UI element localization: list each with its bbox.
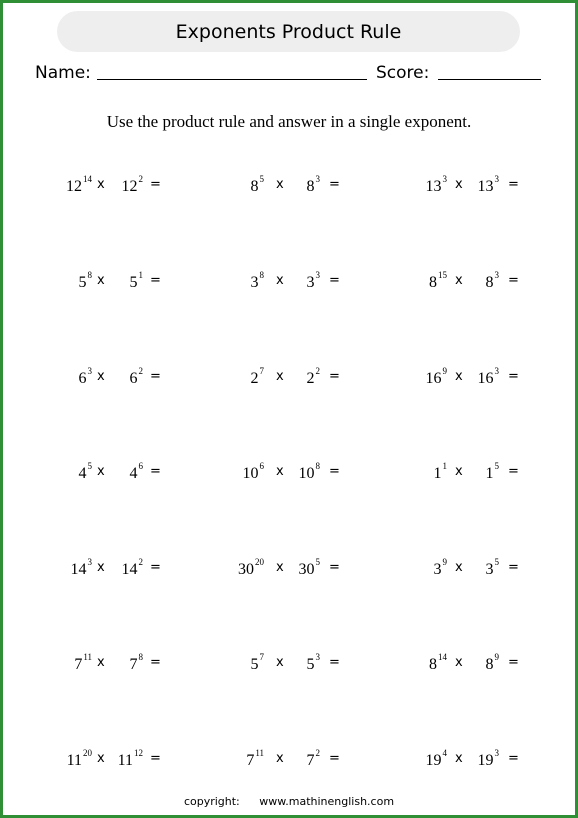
first-term bbox=[434, 461, 448, 483]
equals-sign: = bbox=[150, 655, 161, 670]
exponent: 3 bbox=[87, 557, 92, 567]
base: 19 bbox=[477, 752, 494, 769]
problem-item bbox=[0, 461, 578, 485]
exponent: 2 bbox=[138, 174, 143, 184]
equals-sign: = bbox=[508, 273, 519, 288]
base: 13 bbox=[425, 178, 442, 195]
exponent: 1 bbox=[138, 270, 143, 280]
base: 2 bbox=[250, 370, 259, 387]
equals-sign: = bbox=[508, 751, 519, 766]
base: 7 bbox=[306, 752, 315, 769]
multiply-sign: x bbox=[97, 177, 105, 192]
multiply-sign: x bbox=[97, 655, 105, 670]
base: 7 bbox=[74, 656, 83, 673]
exponent: 5 bbox=[494, 557, 499, 567]
second-term bbox=[478, 748, 500, 770]
exponent: 5 bbox=[315, 557, 320, 567]
base: 10 bbox=[242, 465, 259, 482]
exponent: 3 bbox=[494, 366, 499, 376]
exponent: 3 bbox=[494, 748, 499, 758]
problem-item bbox=[0, 270, 578, 294]
base: 8 bbox=[429, 274, 437, 291]
exponent: 7 bbox=[259, 366, 264, 376]
base: 10 bbox=[298, 465, 315, 482]
base: 6 bbox=[129, 370, 138, 387]
title-text: Exponents Product Rule bbox=[175, 20, 402, 43]
multiply-sign: x bbox=[97, 273, 105, 288]
exponent: 6 bbox=[259, 461, 264, 471]
instructions: Use the product rule and answer in a single exponent. bbox=[106, 112, 472, 131]
equals-sign: = bbox=[150, 177, 161, 192]
exponent: 9 bbox=[442, 557, 447, 567]
problem-item bbox=[0, 174, 578, 198]
multiply-sign: x bbox=[455, 273, 463, 288]
second-term bbox=[486, 461, 500, 483]
base: 30 bbox=[238, 561, 254, 578]
exponent: 3 bbox=[87, 366, 92, 376]
second-term bbox=[486, 652, 500, 674]
base: 1 bbox=[433, 465, 442, 482]
exponent: 20 bbox=[255, 557, 264, 567]
exponent: 2 bbox=[315, 748, 320, 758]
multiply-sign: x bbox=[276, 560, 284, 575]
equals-sign: = bbox=[150, 751, 161, 766]
exponent: 3 bbox=[442, 174, 447, 184]
multiply-sign: x bbox=[276, 273, 284, 288]
second-term bbox=[478, 366, 500, 388]
multiply-sign: x bbox=[455, 464, 463, 479]
base: 16 bbox=[477, 370, 494, 387]
exponent: 5 bbox=[494, 461, 499, 471]
multiply-sign: x bbox=[455, 369, 463, 384]
exponent: 3 bbox=[494, 174, 499, 184]
exponent: 9 bbox=[494, 652, 499, 662]
exponent: 5 bbox=[87, 461, 92, 471]
equals-sign: = bbox=[329, 369, 340, 384]
footer bbox=[0, 795, 578, 808]
multiply-sign: x bbox=[455, 751, 463, 766]
exponent: 20 bbox=[83, 748, 92, 758]
multiply-sign: x bbox=[97, 751, 105, 766]
equals-sign: = bbox=[150, 464, 161, 479]
base: 12 bbox=[121, 178, 138, 195]
base: 11 bbox=[117, 752, 133, 769]
base: 13 bbox=[477, 178, 494, 195]
base: 5 bbox=[78, 274, 87, 291]
base: 3 bbox=[306, 274, 315, 291]
base: 4 bbox=[78, 465, 87, 482]
problem-item bbox=[0, 557, 578, 581]
base: 11 bbox=[66, 752, 82, 769]
exponent: 14 bbox=[438, 652, 447, 662]
exponent: 8 bbox=[87, 270, 92, 280]
second-term bbox=[478, 174, 500, 196]
exponent: 12 bbox=[134, 748, 143, 758]
website-link[interactable]: www.mathinenglish.com bbox=[259, 795, 395, 808]
multiply-sign: x bbox=[455, 560, 463, 575]
exponent: 3 bbox=[494, 270, 499, 280]
base: 5 bbox=[250, 656, 259, 673]
equals-sign: = bbox=[508, 177, 519, 192]
exponent: 2 bbox=[315, 366, 320, 376]
exponent: 14 bbox=[83, 174, 92, 184]
exponent: 4 bbox=[442, 748, 447, 758]
exponent: 5 bbox=[259, 174, 264, 184]
multiply-sign: x bbox=[97, 560, 105, 575]
equals-sign: = bbox=[150, 369, 161, 384]
multiply-sign: x bbox=[455, 177, 463, 192]
name-label: Name: bbox=[35, 63, 91, 83]
base: 8 bbox=[306, 178, 315, 195]
multiply-sign: x bbox=[276, 369, 284, 384]
score-label: Score: bbox=[376, 63, 430, 83]
exponent: 11 bbox=[83, 652, 92, 662]
equals-sign: = bbox=[329, 177, 340, 192]
base: 2 bbox=[306, 370, 315, 387]
first-term bbox=[434, 557, 448, 579]
second-term bbox=[486, 270, 500, 292]
multiply-sign: x bbox=[97, 464, 105, 479]
problem-item bbox=[0, 652, 578, 676]
multiply-sign: x bbox=[276, 464, 284, 479]
first-term bbox=[426, 174, 448, 196]
base: 8 bbox=[485, 656, 494, 673]
equals-sign: = bbox=[329, 273, 340, 288]
exponent: 15 bbox=[438, 270, 447, 280]
base: 5 bbox=[306, 656, 315, 673]
equals-sign: = bbox=[150, 560, 161, 575]
equals-sign: = bbox=[329, 655, 340, 670]
equals-sign: = bbox=[329, 560, 340, 575]
multiply-sign: x bbox=[97, 369, 105, 384]
equals-sign: = bbox=[329, 464, 340, 479]
exponent: 1 bbox=[442, 461, 447, 471]
exponent: 3 bbox=[315, 652, 320, 662]
problem-item bbox=[0, 748, 578, 772]
equals-sign: = bbox=[508, 369, 519, 384]
exponent: 11 bbox=[255, 748, 264, 758]
base: 19 bbox=[425, 752, 442, 769]
copyright-label: copyright: bbox=[183, 795, 240, 808]
base: 7 bbox=[129, 656, 138, 673]
base: 14 bbox=[121, 561, 138, 578]
base: 3 bbox=[485, 561, 494, 578]
first-term bbox=[429, 652, 447, 674]
base: 8 bbox=[250, 178, 259, 195]
equals-sign: = bbox=[150, 273, 161, 288]
multiply-sign: x bbox=[455, 655, 463, 670]
exponent: 8 bbox=[138, 652, 143, 662]
exponent: 3 bbox=[315, 270, 320, 280]
exponent: 6 bbox=[138, 461, 143, 471]
base: 12 bbox=[66, 178, 82, 195]
exponent: 8 bbox=[259, 270, 264, 280]
base: 14 bbox=[70, 561, 87, 578]
base: 3 bbox=[250, 274, 259, 291]
multiply-sign: x bbox=[276, 177, 284, 192]
base: 6 bbox=[78, 370, 87, 387]
base: 8 bbox=[429, 656, 437, 673]
first-term bbox=[429, 270, 447, 292]
multiply-sign: x bbox=[276, 751, 284, 766]
exponent: 9 bbox=[442, 366, 447, 376]
equals-sign: = bbox=[508, 560, 519, 575]
base: 1 bbox=[485, 465, 494, 482]
second-term bbox=[486, 557, 500, 579]
base: 30 bbox=[298, 561, 315, 578]
base: 7 bbox=[246, 752, 255, 769]
first-term bbox=[426, 748, 448, 770]
base: 16 bbox=[425, 370, 442, 387]
base: 3 bbox=[433, 561, 442, 578]
base: 8 bbox=[485, 274, 494, 291]
exponent: 3 bbox=[315, 174, 320, 184]
base: 5 bbox=[129, 274, 138, 291]
multiply-sign: x bbox=[276, 655, 284, 670]
first-term bbox=[426, 366, 448, 388]
exponent: 7 bbox=[259, 652, 264, 662]
equals-sign: = bbox=[508, 464, 519, 479]
equals-sign: = bbox=[329, 751, 340, 766]
base: 4 bbox=[129, 465, 138, 482]
exponent: 8 bbox=[315, 461, 320, 471]
exponent: 2 bbox=[138, 366, 143, 376]
exponent: 2 bbox=[138, 557, 143, 567]
equals-sign: = bbox=[508, 655, 519, 670]
problem-item bbox=[0, 366, 578, 390]
